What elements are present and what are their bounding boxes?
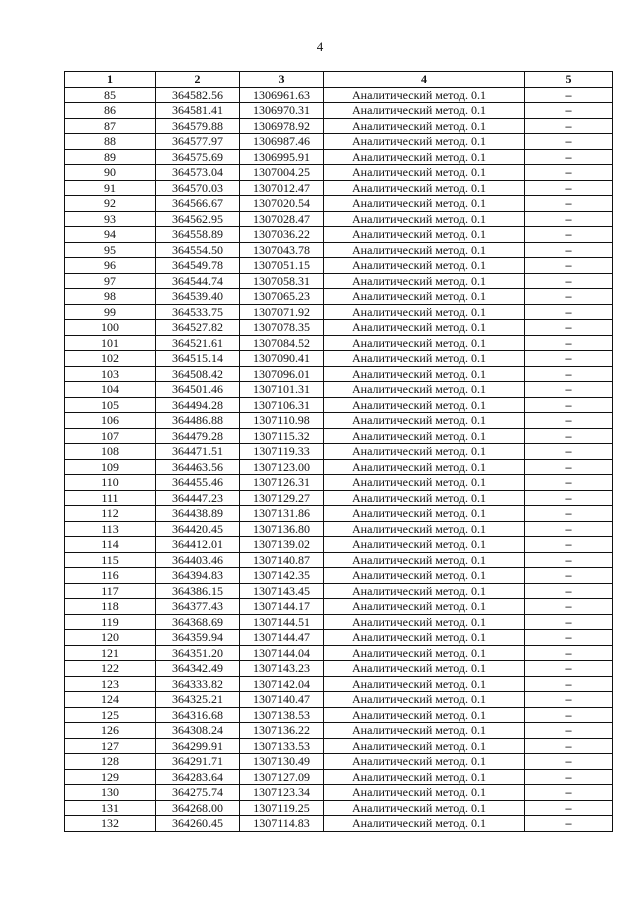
cell-x-coordinate: 364581.41 xyxy=(156,103,240,119)
cell-y-coordinate: 1307078.35 xyxy=(240,320,324,336)
cell-point-number: 86 xyxy=(65,103,156,119)
cell-y-coordinate: 1306995.91 xyxy=(240,149,324,165)
cell-y-coordinate: 1307123.00 xyxy=(240,459,324,475)
cell-x-coordinate: 364566.67 xyxy=(156,196,240,212)
cell-x-coordinate: 364333.82 xyxy=(156,676,240,692)
cell-note: – xyxy=(525,87,613,103)
cell-note: – xyxy=(525,444,613,460)
table-header-row xyxy=(65,72,613,88)
cell-point-number: 113 xyxy=(65,521,156,537)
cell-y-coordinate: 1307144.17 xyxy=(240,599,324,615)
cell-method-accuracy: Аналитический метод. 0.1 xyxy=(324,196,525,212)
table-row xyxy=(65,754,613,770)
table-row xyxy=(65,227,613,243)
cell-note: – xyxy=(525,490,613,506)
cell-x-coordinate: 364515.14 xyxy=(156,351,240,367)
cell-note: – xyxy=(525,242,613,258)
cell-note: – xyxy=(525,754,613,770)
cell-note: – xyxy=(525,273,613,289)
cell-note: – xyxy=(525,304,613,320)
cell-note: – xyxy=(525,149,613,165)
cell-x-coordinate: 364527.82 xyxy=(156,320,240,336)
table-row xyxy=(65,289,613,305)
cell-method-accuracy: Аналитический метод. 0.1 xyxy=(324,382,525,398)
cell-point-number: 131 xyxy=(65,800,156,816)
cell-method-accuracy: Аналитический метод. 0.1 xyxy=(324,320,525,336)
table-row xyxy=(65,521,613,537)
cell-x-coordinate: 364260.45 xyxy=(156,816,240,832)
table-row xyxy=(65,428,613,444)
cell-y-coordinate: 1307090.41 xyxy=(240,351,324,367)
cell-y-coordinate: 1307144.47 xyxy=(240,630,324,646)
cell-y-coordinate: 1306987.46 xyxy=(240,134,324,150)
cell-note: – xyxy=(525,769,613,785)
cell-x-coordinate: 364579.88 xyxy=(156,118,240,134)
cell-y-coordinate: 1307126.31 xyxy=(240,475,324,491)
cell-x-coordinate: 364412.01 xyxy=(156,537,240,553)
table-row xyxy=(65,614,613,630)
cell-point-number: 92 xyxy=(65,196,156,212)
cell-x-coordinate: 364394.83 xyxy=(156,568,240,584)
cell-x-coordinate: 364308.24 xyxy=(156,723,240,739)
cell-point-number: 95 xyxy=(65,242,156,258)
header-col-4: 4 xyxy=(324,72,525,88)
table-row xyxy=(65,676,613,692)
cell-x-coordinate: 364359.94 xyxy=(156,630,240,646)
cell-y-coordinate: 1306961.63 xyxy=(240,87,324,103)
cell-x-coordinate: 364268.00 xyxy=(156,800,240,816)
cell-point-number: 129 xyxy=(65,769,156,785)
cell-y-coordinate: 1307115.32 xyxy=(240,428,324,444)
cell-method-accuracy: Аналитический метод. 0.1 xyxy=(324,366,525,382)
cell-y-coordinate: 1307012.47 xyxy=(240,180,324,196)
cell-note: – xyxy=(525,583,613,599)
cell-method-accuracy: Аналитический метод. 0.1 xyxy=(324,583,525,599)
cell-point-number: 110 xyxy=(65,475,156,491)
cell-point-number: 93 xyxy=(65,211,156,227)
cell-method-accuracy: Аналитический метод. 0.1 xyxy=(324,475,525,491)
cell-y-coordinate: 1307043.78 xyxy=(240,242,324,258)
cell-y-coordinate: 1307136.22 xyxy=(240,723,324,739)
cell-x-coordinate: 364558.89 xyxy=(156,227,240,243)
cell-note: – xyxy=(525,738,613,754)
cell-method-accuracy: Аналитический метод. 0.1 xyxy=(324,87,525,103)
cell-method-accuracy: Аналитический метод. 0.1 xyxy=(324,769,525,785)
table-row xyxy=(65,242,613,258)
cell-y-coordinate: 1307144.04 xyxy=(240,645,324,661)
cell-point-number: 91 xyxy=(65,180,156,196)
cell-method-accuracy: Аналитический метод. 0.1 xyxy=(324,180,525,196)
cell-method-accuracy: Аналитический метод. 0.1 xyxy=(324,134,525,150)
table-row xyxy=(65,723,613,739)
table-row xyxy=(65,87,613,103)
cell-y-coordinate: 1307028.47 xyxy=(240,211,324,227)
cell-x-coordinate: 364577.97 xyxy=(156,134,240,150)
cell-y-coordinate: 1307084.52 xyxy=(240,335,324,351)
cell-point-number: 100 xyxy=(65,320,156,336)
cell-method-accuracy: Аналитический метод. 0.1 xyxy=(324,444,525,460)
cell-y-coordinate: 1306970.31 xyxy=(240,103,324,119)
cell-note: – xyxy=(525,289,613,305)
cell-x-coordinate: 364403.46 xyxy=(156,552,240,568)
cell-y-coordinate: 1307140.47 xyxy=(240,692,324,708)
cell-note: – xyxy=(525,196,613,212)
cell-note: – xyxy=(525,537,613,553)
cell-x-coordinate: 364316.68 xyxy=(156,707,240,723)
cell-method-accuracy: Аналитический метод. 0.1 xyxy=(324,599,525,615)
table-row xyxy=(65,599,613,615)
cell-note: – xyxy=(525,552,613,568)
cell-method-accuracy: Аналитический метод. 0.1 xyxy=(324,227,525,243)
cell-y-coordinate: 1307106.31 xyxy=(240,397,324,413)
cell-method-accuracy: Аналитический метод. 0.1 xyxy=(324,676,525,692)
cell-note: – xyxy=(525,335,613,351)
cell-x-coordinate: 364554.50 xyxy=(156,242,240,258)
cell-method-accuracy: Аналитический метод. 0.1 xyxy=(324,738,525,754)
cell-point-number: 88 xyxy=(65,134,156,150)
cell-point-number: 122 xyxy=(65,661,156,677)
table-row xyxy=(65,351,613,367)
cell-note: – xyxy=(525,599,613,615)
cell-method-accuracy: Аналитический метод. 0.1 xyxy=(324,692,525,708)
cell-method-accuracy: Аналитический метод. 0.1 xyxy=(324,707,525,723)
cell-note: – xyxy=(525,134,613,150)
cell-y-coordinate: 1307110.98 xyxy=(240,413,324,429)
cell-y-coordinate: 1307071.92 xyxy=(240,304,324,320)
cell-x-coordinate: 364544.74 xyxy=(156,273,240,289)
cell-method-accuracy: Аналитический метод. 0.1 xyxy=(324,506,525,522)
cell-point-number: 90 xyxy=(65,165,156,181)
header-col-2: 2 xyxy=(156,72,240,88)
cell-method-accuracy: Аналитический метод. 0.1 xyxy=(324,103,525,119)
cell-point-number: 89 xyxy=(65,149,156,165)
table-row xyxy=(65,273,613,289)
cell-y-coordinate: 1307004.25 xyxy=(240,165,324,181)
cell-point-number: 87 xyxy=(65,118,156,134)
table-row xyxy=(65,196,613,212)
cell-point-number: 116 xyxy=(65,568,156,584)
cell-x-coordinate: 364494.28 xyxy=(156,397,240,413)
cell-x-coordinate: 364463.56 xyxy=(156,459,240,475)
cell-method-accuracy: Аналитический метод. 0.1 xyxy=(324,459,525,475)
cell-note: – xyxy=(525,258,613,274)
cell-x-coordinate: 364508.42 xyxy=(156,366,240,382)
cell-note: – xyxy=(525,366,613,382)
cell-method-accuracy: Аналитический метод. 0.1 xyxy=(324,552,525,568)
cell-method-accuracy: Аналитический метод. 0.1 xyxy=(324,211,525,227)
cell-note: – xyxy=(525,459,613,475)
cell-x-coordinate: 364549.78 xyxy=(156,258,240,274)
table-header xyxy=(65,72,613,88)
cell-note: – xyxy=(525,397,613,413)
table-body xyxy=(65,87,613,831)
cell-point-number: 107 xyxy=(65,428,156,444)
table-row xyxy=(65,366,613,382)
table-row xyxy=(65,769,613,785)
cell-method-accuracy: Аналитический метод. 0.1 xyxy=(324,800,525,816)
table-row xyxy=(65,537,613,553)
table-row xyxy=(65,568,613,584)
cell-method-accuracy: Аналитический метод. 0.1 xyxy=(324,645,525,661)
table-row xyxy=(65,738,613,754)
cell-note: – xyxy=(525,800,613,816)
cell-y-coordinate: 1307131.86 xyxy=(240,506,324,522)
cell-x-coordinate: 364325.21 xyxy=(156,692,240,708)
cell-point-number: 126 xyxy=(65,723,156,739)
cell-point-number: 94 xyxy=(65,227,156,243)
table-row xyxy=(65,785,613,801)
cell-note: – xyxy=(525,707,613,723)
cell-x-coordinate: 364479.28 xyxy=(156,428,240,444)
cell-point-number: 99 xyxy=(65,304,156,320)
cell-x-coordinate: 364501.46 xyxy=(156,382,240,398)
cell-y-coordinate: 1307139.02 xyxy=(240,537,324,553)
cell-x-coordinate: 364351.20 xyxy=(156,645,240,661)
table-row xyxy=(65,118,613,134)
cell-x-coordinate: 364455.46 xyxy=(156,475,240,491)
cell-x-coordinate: 364533.75 xyxy=(156,304,240,320)
table-row xyxy=(65,211,613,227)
table-row xyxy=(65,506,613,522)
page-number: 4 xyxy=(316,39,324,54)
cell-x-coordinate: 364573.04 xyxy=(156,165,240,181)
cell-y-coordinate: 1307101.31 xyxy=(240,382,324,398)
cell-y-coordinate: 1307143.45 xyxy=(240,583,324,599)
table-row xyxy=(65,165,613,181)
cell-note: – xyxy=(525,413,613,429)
cell-point-number: 106 xyxy=(65,413,156,429)
cell-y-coordinate: 1307129.27 xyxy=(240,490,324,506)
cell-y-coordinate: 1307142.35 xyxy=(240,568,324,584)
table-row xyxy=(65,134,613,150)
cell-y-coordinate: 1307036.22 xyxy=(240,227,324,243)
cell-y-coordinate: 1307143.23 xyxy=(240,661,324,677)
cell-note: – xyxy=(525,692,613,708)
table-row xyxy=(65,692,613,708)
cell-point-number: 102 xyxy=(65,351,156,367)
cell-point-number: 112 xyxy=(65,506,156,522)
cell-note: – xyxy=(525,506,613,522)
cell-point-number: 118 xyxy=(65,599,156,615)
table-row xyxy=(65,382,613,398)
cell-method-accuracy: Аналитический метод. 0.1 xyxy=(324,568,525,584)
table-row xyxy=(65,490,613,506)
cell-note: – xyxy=(525,785,613,801)
cell-x-coordinate: 364521.61 xyxy=(156,335,240,351)
table-row xyxy=(65,304,613,320)
table-row xyxy=(65,459,613,475)
header-col-1: 1 xyxy=(65,72,156,88)
table-row xyxy=(65,335,613,351)
cell-point-number: 85 xyxy=(65,87,156,103)
cell-point-number: 105 xyxy=(65,397,156,413)
cell-x-coordinate: 364368.69 xyxy=(156,614,240,630)
cell-point-number: 101 xyxy=(65,335,156,351)
table-row xyxy=(65,180,613,196)
cell-note: – xyxy=(525,227,613,243)
cell-note: – xyxy=(525,118,613,134)
cell-method-accuracy: Аналитический метод. 0.1 xyxy=(324,521,525,537)
cell-method-accuracy: Аналитический метод. 0.1 xyxy=(324,149,525,165)
table-row xyxy=(65,707,613,723)
cell-note: – xyxy=(525,661,613,677)
cell-method-accuracy: Аналитический метод. 0.1 xyxy=(324,537,525,553)
cell-y-coordinate: 1307020.54 xyxy=(240,196,324,212)
cell-method-accuracy: Аналитический метод. 0.1 xyxy=(324,661,525,677)
cell-point-number: 130 xyxy=(65,785,156,801)
cell-method-accuracy: Аналитический метод. 0.1 xyxy=(324,614,525,630)
cell-y-coordinate: 1307138.53 xyxy=(240,707,324,723)
cell-x-coordinate: 364283.64 xyxy=(156,769,240,785)
cell-x-coordinate: 364377.43 xyxy=(156,599,240,615)
cell-x-coordinate: 364299.91 xyxy=(156,738,240,754)
table-row xyxy=(65,552,613,568)
cell-method-accuracy: Аналитический метод. 0.1 xyxy=(324,258,525,274)
coordinates-table xyxy=(64,71,613,832)
cell-y-coordinate: 1307119.25 xyxy=(240,800,324,816)
cell-method-accuracy: Аналитический метод. 0.1 xyxy=(324,428,525,444)
table-row xyxy=(65,630,613,646)
cell-point-number: 127 xyxy=(65,738,156,754)
cell-y-coordinate: 1307127.09 xyxy=(240,769,324,785)
cell-method-accuracy: Аналитический метод. 0.1 xyxy=(324,335,525,351)
cell-method-accuracy: Аналитический метод. 0.1 xyxy=(324,816,525,832)
cell-note: – xyxy=(525,723,613,739)
cell-method-accuracy: Аналитический метод. 0.1 xyxy=(324,304,525,320)
cell-y-coordinate: 1307133.53 xyxy=(240,738,324,754)
cell-point-number: 124 xyxy=(65,692,156,708)
table-row xyxy=(65,661,613,677)
cell-y-coordinate: 1307136.80 xyxy=(240,521,324,537)
header-col-3: 3 xyxy=(240,72,324,88)
cell-x-coordinate: 364582.56 xyxy=(156,87,240,103)
cell-point-number: 128 xyxy=(65,754,156,770)
cell-x-coordinate: 364447.23 xyxy=(156,490,240,506)
cell-point-number: 96 xyxy=(65,258,156,274)
cell-method-accuracy: Аналитический метод. 0.1 xyxy=(324,413,525,429)
cell-method-accuracy: Аналитический метод. 0.1 xyxy=(324,490,525,506)
cell-point-number: 104 xyxy=(65,382,156,398)
cell-x-coordinate: 364438.89 xyxy=(156,506,240,522)
cell-point-number: 119 xyxy=(65,614,156,630)
cell-y-coordinate: 1306978.92 xyxy=(240,118,324,134)
cell-x-coordinate: 364420.45 xyxy=(156,521,240,537)
table-row xyxy=(65,103,613,119)
cell-y-coordinate: 1307051.15 xyxy=(240,258,324,274)
cell-x-coordinate: 364342.49 xyxy=(156,661,240,677)
cell-note: – xyxy=(525,568,613,584)
table-row xyxy=(65,444,613,460)
cell-note: – xyxy=(525,180,613,196)
cell-method-accuracy: Аналитический метод. 0.1 xyxy=(324,754,525,770)
cell-note: – xyxy=(525,351,613,367)
cell-method-accuracy: Аналитический метод. 0.1 xyxy=(324,351,525,367)
cell-point-number: 132 xyxy=(65,816,156,832)
cell-method-accuracy: Аналитический метод. 0.1 xyxy=(324,165,525,181)
cell-method-accuracy: Аналитический метод. 0.1 xyxy=(324,630,525,646)
table-row xyxy=(65,149,613,165)
cell-x-coordinate: 364275.74 xyxy=(156,785,240,801)
cell-x-coordinate: 364291.71 xyxy=(156,754,240,770)
cell-point-number: 114 xyxy=(65,537,156,553)
table-row xyxy=(65,397,613,413)
cell-point-number: 115 xyxy=(65,552,156,568)
cell-point-number: 97 xyxy=(65,273,156,289)
table-row xyxy=(65,800,613,816)
cell-method-accuracy: Аналитический метод. 0.1 xyxy=(324,242,525,258)
cell-point-number: 111 xyxy=(65,490,156,506)
cell-x-coordinate: 364575.69 xyxy=(156,149,240,165)
cell-note: – xyxy=(525,165,613,181)
cell-note: – xyxy=(525,103,613,119)
cell-note: – xyxy=(525,645,613,661)
cell-y-coordinate: 1307140.87 xyxy=(240,552,324,568)
table-row xyxy=(65,475,613,491)
table-row xyxy=(65,413,613,429)
cell-point-number: 98 xyxy=(65,289,156,305)
cell-y-coordinate: 1307114.83 xyxy=(240,816,324,832)
cell-method-accuracy: Аналитический метод. 0.1 xyxy=(324,723,525,739)
cell-note: – xyxy=(525,521,613,537)
cell-y-coordinate: 1307119.33 xyxy=(240,444,324,460)
cell-point-number: 120 xyxy=(65,630,156,646)
cell-note: – xyxy=(525,816,613,832)
cell-x-coordinate: 364386.15 xyxy=(156,583,240,599)
cell-y-coordinate: 1307096.01 xyxy=(240,366,324,382)
cell-method-accuracy: Аналитический метод. 0.1 xyxy=(324,397,525,413)
cell-point-number: 123 xyxy=(65,676,156,692)
cell-note: – xyxy=(525,676,613,692)
table-row xyxy=(65,816,613,832)
cell-note: – xyxy=(525,211,613,227)
cell-x-coordinate: 364562.95 xyxy=(156,211,240,227)
cell-note: – xyxy=(525,614,613,630)
cell-method-accuracy: Аналитический метод. 0.1 xyxy=(324,785,525,801)
cell-x-coordinate: 364486.88 xyxy=(156,413,240,429)
header-col-5: 5 xyxy=(525,72,613,88)
cell-x-coordinate: 364570.03 xyxy=(156,180,240,196)
cell-x-coordinate: 364539.40 xyxy=(156,289,240,305)
cell-point-number: 117 xyxy=(65,583,156,599)
cell-method-accuracy: Аналитический метод. 0.1 xyxy=(324,118,525,134)
table-row xyxy=(65,645,613,661)
table-row xyxy=(65,320,613,336)
cell-point-number: 103 xyxy=(65,366,156,382)
cell-y-coordinate: 1307123.34 xyxy=(240,785,324,801)
cell-point-number: 121 xyxy=(65,645,156,661)
cell-x-coordinate: 364471.51 xyxy=(156,444,240,460)
cell-note: – xyxy=(525,320,613,336)
cell-y-coordinate: 1307142.04 xyxy=(240,676,324,692)
cell-note: – xyxy=(525,475,613,491)
cell-method-accuracy: Аналитический метод. 0.1 xyxy=(324,289,525,305)
cell-note: – xyxy=(525,382,613,398)
cell-y-coordinate: 1307130.49 xyxy=(240,754,324,770)
cell-y-coordinate: 1307144.51 xyxy=(240,614,324,630)
table-row xyxy=(65,583,613,599)
cell-note: – xyxy=(525,630,613,646)
cell-y-coordinate: 1307058.31 xyxy=(240,273,324,289)
table-row xyxy=(65,258,613,274)
cell-y-coordinate: 1307065.23 xyxy=(240,289,324,305)
cell-point-number: 108 xyxy=(65,444,156,460)
cell-method-accuracy: Аналитический метод. 0.1 xyxy=(324,273,525,289)
cell-note: – xyxy=(525,428,613,444)
cell-point-number: 125 xyxy=(65,707,156,723)
cell-point-number: 109 xyxy=(65,459,156,475)
